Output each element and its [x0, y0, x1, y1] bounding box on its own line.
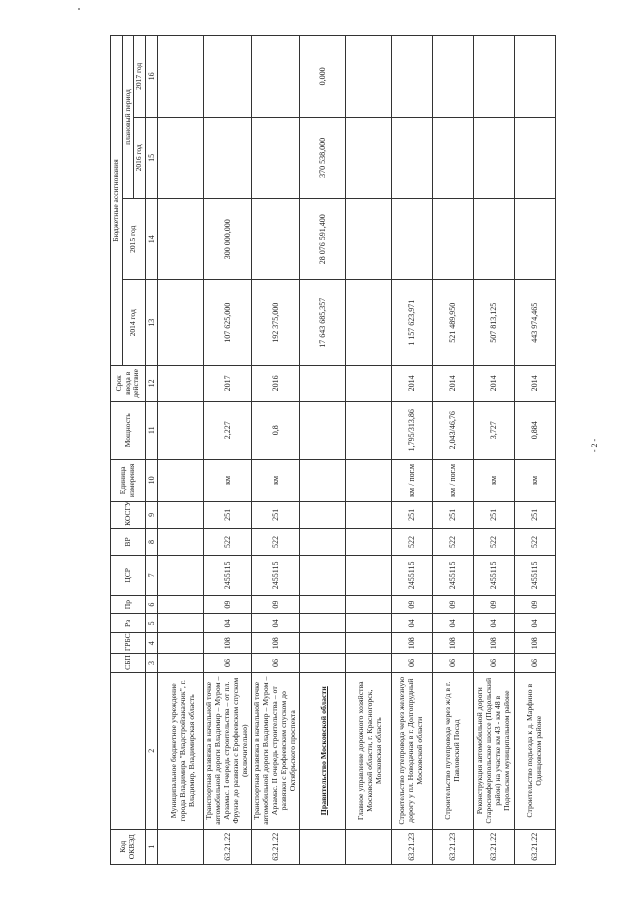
cell-pr: 09	[204, 595, 252, 614]
cell-name: Реконструкция автомобильной дороги Старосимферопольское шоссе (Подольский район) на участке км 43 - км 48 в Подольском муниципальном районе	[473, 672, 514, 829]
cell-grbs: 108	[204, 633, 252, 654]
table-row	[158, 36, 204, 865]
cell-vr	[299, 528, 345, 555]
cell-y2014: 1 157 623,971	[391, 280, 432, 366]
cell-sbp: 06	[391, 654, 432, 673]
cell-csr: 2455115	[391, 556, 432, 596]
column-number: 4	[145, 633, 157, 654]
cell-y2014: 192 375,000	[251, 280, 299, 366]
cell-code	[345, 829, 391, 864]
column-number: 1	[145, 829, 157, 864]
cell-cap	[158, 401, 204, 459]
cell-cap: 3,727	[473, 401, 514, 459]
hdr-rz: Рз	[111, 614, 146, 633]
cell-cap: 0,8	[251, 401, 299, 459]
cell-y2014: 521 489,950	[432, 280, 473, 366]
cell-pr	[158, 595, 204, 614]
cell-unit	[158, 460, 204, 502]
cell-unit	[345, 460, 391, 502]
cell-term: 2017	[204, 366, 252, 401]
cell-unit	[299, 460, 345, 502]
cell-vr: 522	[204, 528, 252, 555]
rotated-table-container	[110, 0, 630, 865]
cell-pr: 09	[432, 595, 473, 614]
cell-grbs: 108	[251, 633, 299, 654]
cell-y2017	[432, 36, 473, 118]
cell-kosgu: 251	[514, 501, 555, 528]
cell-kosgu: 251	[251, 501, 299, 528]
cell-kosgu	[345, 501, 391, 528]
cell-rz	[345, 614, 391, 633]
cell-y2017	[514, 36, 555, 118]
hdr-pr: Пр	[111, 595, 146, 614]
cell-name: Строительство путепровода через ж/д в г. Павловский Посад	[432, 672, 473, 829]
cell-sbp	[299, 654, 345, 673]
hdr-kosgu: КОСГУ	[111, 501, 146, 528]
cell-csr: 2455115	[514, 556, 555, 596]
cell-y2015	[473, 199, 514, 280]
cell-grbs	[345, 633, 391, 654]
cell-term: 2014	[391, 366, 432, 401]
column-number: 12	[145, 366, 157, 401]
table-row	[345, 36, 391, 865]
table-header	[111, 36, 158, 865]
cell-csr: 2455115	[473, 556, 514, 596]
column-number: 11	[145, 401, 157, 459]
hdr-plan: плановый период	[122, 36, 134, 199]
cell-code: 63.21.23	[432, 829, 473, 864]
cell-rz: 04	[251, 614, 299, 633]
cell-term	[158, 366, 204, 401]
cell-name: Транспортная развязка в начальной точке автомобильной дороги Владимир – Муром – Арзамас. I очередь строительства – от пл. Фрунзе до развязки с Ерофеевским спуском (включительно)	[204, 672, 252, 829]
cell-unit: км / пог.м	[432, 460, 473, 502]
cell-grbs: 108	[391, 633, 432, 654]
column-number: 15	[145, 117, 157, 198]
cell-code: 63.21.22	[473, 829, 514, 864]
cell-kosgu: 251	[432, 501, 473, 528]
column-number: 7	[145, 556, 157, 596]
cell-cap: 1,795/313,86	[391, 401, 432, 459]
cell-term: 2014	[473, 366, 514, 401]
cell-sbp: 06	[473, 654, 514, 673]
hdr-code: Код ОКВЭД	[111, 829, 146, 864]
cell-sbp: 06	[432, 654, 473, 673]
cell-y2017	[158, 36, 204, 118]
cell-y2016	[204, 117, 252, 198]
cell-vr: 522	[432, 528, 473, 555]
cell-csr: 2455115	[432, 556, 473, 596]
cell-pr	[299, 595, 345, 614]
hdr-2016: 2016 год	[134, 117, 146, 198]
table-row	[391, 36, 432, 865]
scan-mark	[78, 8, 80, 10]
column-number: 8	[145, 528, 157, 555]
cell-name: Главное управление дорожного хозяйства Московской области, г. Красногорск, Московская область	[345, 672, 391, 829]
cell-unit: км	[204, 460, 252, 502]
hdr-sbp: СБП	[111, 654, 146, 673]
cell-y2015: 300 000,000	[204, 199, 252, 280]
column-number: 6	[145, 595, 157, 614]
cell-rz: 04	[514, 614, 555, 633]
table-body	[158, 36, 556, 865]
cell-rz: 04	[204, 614, 252, 633]
cell-grbs	[299, 633, 345, 654]
cell-pr	[345, 595, 391, 614]
cell-rz: 04	[432, 614, 473, 633]
cell-csr: 2455115	[204, 556, 252, 596]
cell-unit: км	[514, 460, 555, 502]
cell-y2015: 28 076 591,400	[299, 199, 345, 280]
cell-sbp	[158, 654, 204, 673]
cell-code: 63.21.22	[204, 829, 252, 864]
cell-rz: 04	[391, 614, 432, 633]
column-number: 10	[145, 460, 157, 502]
cell-y2014: 107 625,000	[204, 280, 252, 366]
cell-y2016	[345, 117, 391, 198]
cell-name: Строительство подъезда к д. Марфино в Одинцовском районе	[514, 672, 555, 829]
cell-unit: км	[473, 460, 514, 502]
cell-pr: 09	[514, 595, 555, 614]
hdr-name	[111, 672, 146, 829]
cell-y2014	[345, 280, 391, 366]
cell-y2017	[391, 36, 432, 118]
cell-y2016	[251, 117, 299, 198]
cell-cap	[345, 401, 391, 459]
table-row	[251, 36, 299, 865]
column-number: 16	[145, 36, 157, 118]
cell-sbp: 06	[251, 654, 299, 673]
cell-y2016	[432, 117, 473, 198]
cell-vr: 522	[514, 528, 555, 555]
cell-y2016	[391, 117, 432, 198]
cell-code: 63.21.22	[514, 829, 555, 864]
table-row	[514, 36, 555, 865]
cell-grbs: 108	[473, 633, 514, 654]
table-row	[473, 36, 514, 865]
cell-grbs: 108	[514, 633, 555, 654]
column-number: 3	[145, 654, 157, 673]
cell-name: Транспортная развязка в начальной точке автомобильной дороги Владимир – Муром – Арзамас. II очередь строительства – от развязки с Ерофеевским спуском до Октябрьского проспекта	[251, 672, 299, 829]
cell-y2015	[158, 199, 204, 280]
column-number: 2	[145, 672, 157, 829]
cell-y2017	[204, 36, 252, 118]
cell-pr: 09	[391, 595, 432, 614]
cell-vr: 522	[391, 528, 432, 555]
cell-cap: 2,227	[204, 401, 252, 459]
cell-code	[299, 829, 345, 864]
column-number: 14	[145, 199, 157, 280]
cell-y2015	[514, 199, 555, 280]
cell-rz: 04	[473, 614, 514, 633]
cell-sbp: 06	[204, 654, 252, 673]
cell-y2014: 507 813,125	[473, 280, 514, 366]
cell-pr: 09	[251, 595, 299, 614]
hdr-csr: ЦСР	[111, 556, 146, 596]
cell-kosgu	[299, 501, 345, 528]
cell-rz	[158, 614, 204, 633]
hdr-grbs: ГРБС	[111, 633, 146, 654]
cell-csr	[299, 556, 345, 596]
cell-vr	[158, 528, 204, 555]
cell-rz	[299, 614, 345, 633]
cell-y2014	[158, 280, 204, 366]
cell-csr	[345, 556, 391, 596]
cell-y2016	[514, 117, 555, 198]
cell-y2016	[158, 117, 204, 198]
cell-code: 63.21.23	[391, 829, 432, 864]
table-row	[299, 36, 345, 865]
row-name: Правительство Московской области	[319, 686, 329, 816]
cell-csr: 2455115	[251, 556, 299, 596]
cell-vr	[345, 528, 391, 555]
cell-term	[299, 366, 345, 401]
cell-name: Строительство путепровода через железную дорогу у пл. Новодачная в г. Долгопрудный Московской области	[391, 672, 432, 829]
cell-vr: 522	[251, 528, 299, 555]
cell-y2014: 443 974,465	[514, 280, 555, 366]
cell-y2017	[251, 36, 299, 118]
cell-y2015	[391, 199, 432, 280]
cell-term: 2016	[251, 366, 299, 401]
cell-code	[158, 829, 204, 864]
cell-kosgu: 251	[391, 501, 432, 528]
cell-unit: км / пог.м	[391, 460, 432, 502]
column-number: 9	[145, 501, 157, 528]
cell-grbs: 108	[432, 633, 473, 654]
cell-unit: км	[251, 460, 299, 502]
cell-term	[345, 366, 391, 401]
hdr-unit: Единица измерения	[111, 460, 146, 502]
hdr-budget: Бюджетные ассигнования	[111, 36, 123, 366]
cell-grbs	[158, 633, 204, 654]
cell-name: Муниципальное бюджетное учреждение города Владимира "Владстройзаказчик", г. Владимир, Владимирская область	[158, 672, 204, 829]
cell-vr: 522	[473, 528, 514, 555]
cell-term: 2014	[514, 366, 555, 401]
cell-name	[299, 672, 345, 829]
cell-y2015	[432, 199, 473, 280]
cell-pr: 09	[473, 595, 514, 614]
cell-y2015	[251, 199, 299, 280]
cell-kosgu: 251	[473, 501, 514, 528]
cell-sbp	[345, 654, 391, 673]
cell-csr	[158, 556, 204, 596]
cell-y2016: 370 538,000	[299, 117, 345, 198]
cell-cap	[299, 401, 345, 459]
budget-table	[110, 35, 556, 865]
cell-y2015	[345, 199, 391, 280]
hdr-term: Срок ввода в действие	[111, 366, 146, 401]
column-numbers-row	[145, 36, 157, 865]
cell-code: 63.21.22	[251, 829, 299, 864]
cell-y2016	[473, 117, 514, 198]
hdr-2017: 2017 год	[134, 36, 146, 118]
cell-kosgu: 251	[204, 501, 252, 528]
hdr-capacity: Мощность	[111, 401, 146, 459]
hdr-2015: 2015 год	[122, 199, 145, 280]
cell-term: 2014	[432, 366, 473, 401]
page-number: - 2 -	[590, 438, 600, 453]
cell-y2014: 17 643 685,357	[299, 280, 345, 366]
cell-sbp: 06	[514, 654, 555, 673]
table-row	[204, 36, 252, 865]
hdr-vr: ВР	[111, 528, 146, 555]
cell-cap: 0,884	[514, 401, 555, 459]
cell-y2017	[473, 36, 514, 118]
column-number: 5	[145, 614, 157, 633]
cell-y2017: 0,000	[299, 36, 345, 118]
cell-cap: 2,043/46,76	[432, 401, 473, 459]
cell-y2017	[345, 36, 391, 118]
cell-kosgu	[158, 501, 204, 528]
table-row	[432, 36, 473, 865]
column-number: 13	[145, 280, 157, 366]
hdr-2014: 2014 год	[122, 280, 145, 366]
